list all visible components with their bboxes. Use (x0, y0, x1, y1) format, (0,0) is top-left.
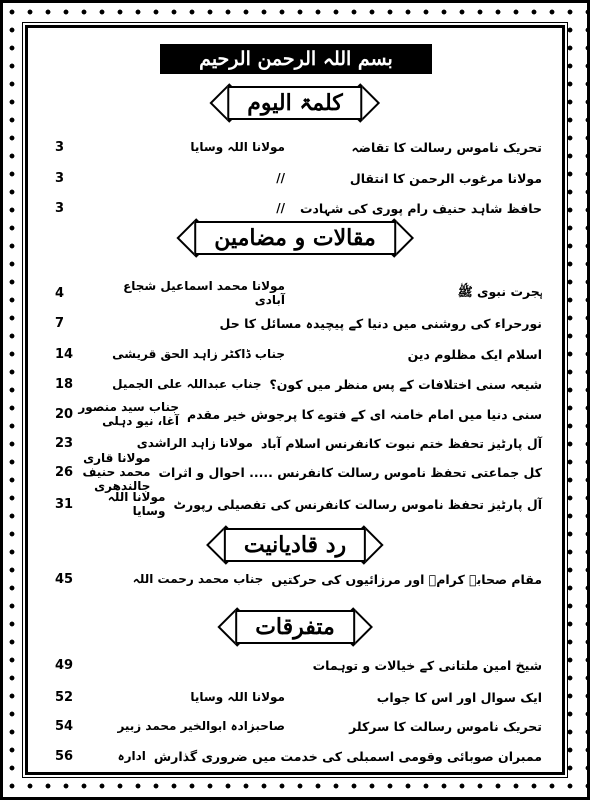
author-name: جناب محمد رحمت اللہ (132, 572, 264, 586)
toc-row[interactable] (55, 655, 542, 675)
author-name: مولانا اللہ وسایا (190, 140, 285, 154)
article-title: نورحراء کی روشنی میں دنیا کے پیچیدہ مسائل کا حل (219, 315, 542, 331)
toc-row[interactable] (55, 569, 542, 589)
page-number: 18 (55, 376, 74, 392)
author-name: مولانا اللہ وسایا (107, 490, 166, 518)
page-number: 4 (55, 285, 65, 301)
toc-row[interactable] (55, 168, 542, 188)
page-number: 23 (55, 435, 74, 451)
section-heading (227, 86, 362, 120)
page-number: 52 (55, 689, 74, 705)
toc-row[interactable] (55, 746, 542, 766)
page-number: 54 (55, 718, 74, 734)
article-title: شیخ امین ملتانی کے خیالات و توہمات (312, 657, 542, 673)
author-name: مولانا زاہد الراشدی (136, 436, 253, 450)
section-heading-label: مقالات و مضامین (194, 221, 396, 255)
author-name: جناب ڈاکٹر زاہد الحق قریشی (112, 347, 285, 361)
author-name: جناب عبداللہ علی الجمیل (112, 377, 262, 391)
toc-row[interactable] (55, 451, 542, 493)
author-name: // (276, 201, 285, 215)
section-heading-label: متفرقات (235, 610, 355, 644)
page-number: 20 (55, 406, 74, 422)
article-title: اسلام ایک مظلوم دین (407, 346, 542, 362)
page-number: 49 (55, 657, 74, 673)
article-title: آل پارٹیز تحفظ ختم نبوت کانفرنس اسلام آباد (260, 435, 542, 451)
article-title: کل جماعتی تحفظ ناموس رسالت کانفرنس ..... احوال و اثرات (158, 464, 542, 480)
toc-row[interactable] (55, 716, 542, 736)
toc-row[interactable] (55, 374, 542, 394)
section-heading (224, 528, 366, 562)
section-heading-label: کلمۃ الیوم (227, 86, 362, 120)
article-title: سنی دنیا میں امام خامنہ ای کے فتوے کا پرجوش خیر مقدم (187, 406, 542, 422)
page-number: 7 (55, 315, 65, 331)
section-heading-label: رد قادیانیت (224, 528, 366, 562)
author-name: // (276, 171, 285, 185)
page-number: 26 (55, 464, 74, 480)
article-title: تحریک ناموس رسالت کا تقاضہ (351, 139, 542, 155)
article-title: آل پارٹیز تحفظ ناموس رسالت کانفرنس کی تفصیلی رپورٹ (173, 496, 542, 512)
toc-row[interactable] (55, 137, 542, 157)
article-title: مولانا مرغوب الرحمن کا انتقال (349, 170, 542, 186)
toc-row[interactable] (55, 344, 542, 364)
page-number: 45 (55, 571, 74, 587)
article-title: حافظ شاہد حنیف رام پوری کی شہادت (299, 200, 542, 216)
author-name: صاحبزادہ ابوالخیر محمد زبیر (117, 719, 285, 733)
toc-row[interactable] (55, 687, 542, 707)
toc-row[interactable] (55, 198, 542, 218)
author-name: جناب سید منصور آغا، نیو دہلی (78, 400, 180, 428)
article-title: ممبران صوبائی وقومی اسمبلی کی خدمت میں ضروری گذارش (153, 748, 542, 764)
article-title: مقام صحابہ کرامؓ اور مرزائیوں کی حرکتیں (271, 571, 542, 587)
section-heading (194, 221, 396, 255)
bismillah-banner: بسم اللہ الرحمن الرحیم (160, 44, 432, 74)
toc-row[interactable] (55, 433, 542, 453)
page-number: 3 (55, 139, 65, 155)
toc-row[interactable] (55, 400, 542, 428)
article-title: ایک سوال اور اس کا جواب (376, 689, 542, 705)
author-name: مولانا قاری محمد حنیف جالندھری (82, 451, 151, 493)
author-name: مولانا اللہ وسایا (190, 690, 285, 704)
toc-row[interactable] (55, 490, 542, 518)
article-title: ہجرت نبوی ﷺ (457, 283, 542, 299)
page-number: 14 (55, 346, 74, 362)
page-number: 3 (55, 170, 65, 186)
page-number: 31 (55, 496, 74, 512)
article-title: تحریک ناموس رسالت کا سرکلر (349, 718, 542, 734)
author-name: مولانا محمد اسماعیل شجاع آبادی (123, 279, 285, 307)
page-number: 56 (55, 748, 74, 764)
author-name: ادارہ (117, 749, 146, 763)
toc-row[interactable] (55, 313, 542, 333)
article-title: شیعہ سنی اختلافات کے پس منظر میں کون؟ (269, 376, 542, 392)
toc-row[interactable] (55, 279, 542, 307)
page-number: 3 (55, 200, 65, 216)
section-heading (235, 610, 355, 644)
